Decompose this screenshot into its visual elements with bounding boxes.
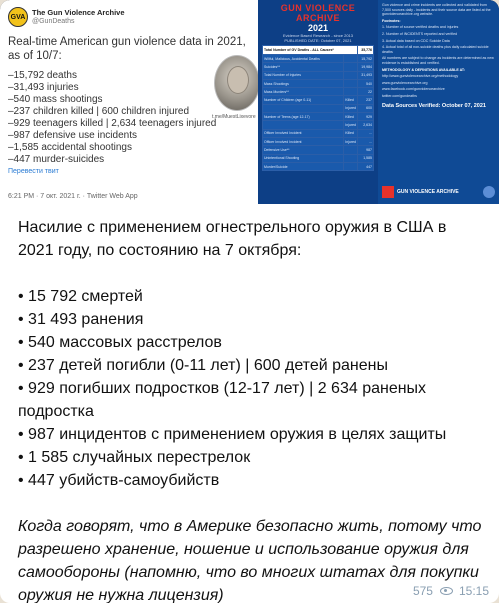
- tweet-stat: –540 mass shootings: [8, 94, 103, 105]
- gva-table-header: [263, 46, 374, 55]
- gva-row-value: ...: [358, 129, 374, 137]
- gva-stats-table: [262, 45, 374, 171]
- message-time: 15:15: [458, 584, 489, 598]
- gva-row-label: Total Number of Injuries: [263, 71, 344, 79]
- message-bullet: • 929 погибших подростков (12-17 лет) | 2 634 раненых подростка: [18, 380, 427, 420]
- gva-logo-text: GUN VIOLENCE ARCHIVE: [397, 189, 459, 195]
- gva-row-value: 987: [358, 146, 374, 154]
- gva-row-sublabel: Killed: [344, 96, 358, 104]
- notes-link: twitter.com/gundeaths: [382, 93, 417, 98]
- gva-logo-banner: [382, 184, 495, 200]
- notes-verified-date: Data Sources Verified: October 07, 2021: [382, 102, 486, 109]
- notes-footnote: 1. Number of source verified deaths and injuries: [382, 25, 459, 30]
- gva-table-header-label: Total Number of GV Deaths - ALL Causes*: [263, 46, 358, 55]
- tweet-header: [8, 7, 250, 27]
- gva-row-value: 447: [358, 162, 374, 170]
- gva-table-row: [263, 71, 374, 79]
- eye-icon: [440, 587, 453, 595]
- gva-row-label: Unintentional Shooting: [263, 154, 344, 162]
- tweet-stat: –1,585 accidental shootings: [8, 142, 132, 153]
- notes-link: http://www.gunviolencearchive.org/methodology: [382, 74, 459, 79]
- view-count: 575: [412, 584, 433, 598]
- gva-table-row: [263, 154, 374, 162]
- gva-notes-panel: [378, 0, 499, 204]
- gva-table-row: [263, 113, 374, 121]
- gva-row-value: 929: [358, 113, 374, 121]
- message-bullet-list: [18, 285, 483, 492]
- message-text: [18, 216, 483, 603]
- gva-avatar: GVA: [8, 7, 28, 27]
- message-bullet: • 15 792 смертей: [18, 288, 143, 305]
- photo-watermark: t.me/MuestLixevore: [212, 114, 256, 120]
- gva-table-row: [263, 55, 374, 63]
- tweet-stat: –15,792 deaths: [8, 70, 77, 81]
- gva-row-sublabel: [344, 154, 358, 162]
- gva-table-row: [263, 88, 374, 96]
- gva-row-label: Number of Children (age 0-11): [263, 96, 344, 104]
- message-bullet: • 1 585 случайных перестрелок: [18, 449, 251, 466]
- notes-link: www.facebook.com/gunviolencearchive: [382, 87, 445, 92]
- gva-row-value: 237: [358, 96, 374, 104]
- gva-row-label: Number of Teens (age 12-17): [263, 113, 344, 121]
- message-bullet: • 447 убийств-самоубийств: [18, 472, 220, 489]
- gva-table-row: [263, 121, 374, 129]
- message-bullet: • 237 детей погибли (0-11 лет) | 600 детей ранены: [18, 357, 388, 374]
- gva-published-date: PUBLISHED DATE: October 07, 2021: [284, 38, 352, 43]
- gva-row-value: 540: [358, 79, 374, 87]
- notes-footnotes-heading: Footnotes:: [382, 18, 401, 23]
- tweet-intro: Real-time American gun violence data in 2021, as of 10/7:: [8, 36, 246, 62]
- gva-table-row: [263, 63, 374, 71]
- gva-row-sublabel: [344, 146, 358, 154]
- translate-tweet-link: Перевести твит: [8, 168, 59, 175]
- gva-row-value: 1,585: [358, 154, 374, 162]
- gva-row-sublabel: Killed: [344, 129, 358, 137]
- gva-row-value: ...: [358, 137, 374, 145]
- notes-subject: All numbers are subject to change as incidents are determined as new evidence is established and verified.: [382, 56, 494, 65]
- gva-row-label: [263, 104, 344, 112]
- tweet-screenshot: [0, 0, 258, 204]
- gva-row-label: Defensive Use**: [263, 146, 344, 154]
- tweet-stat: –929 teenagers killed | 2,634 teenagers injured: [8, 118, 217, 129]
- gva-row-sublabel: [344, 88, 358, 96]
- gva-row-value: 31,493: [358, 71, 374, 79]
- gva-table-row: [263, 79, 374, 87]
- notes-methodology-heading: METHODOLOGY & DEFINITIONS AVAILABLE AT:: [382, 67, 465, 72]
- notes-footnote: 4. Actual total of all non-suicide deaths plus daily calculated suicide deaths: [382, 45, 489, 54]
- gva-row-sublabel: Injured: [344, 121, 358, 129]
- gva-row-sublabel: [344, 162, 358, 170]
- gva-table-row: [263, 146, 374, 154]
- gva-table-row: [263, 137, 374, 145]
- message-bullet: • 987 инцидентов с применением оружия в целях защиты: [18, 426, 447, 443]
- gva-row-value: 15,792: [358, 55, 374, 63]
- notes-footnote: 3. Actual data based on CDC Suicide Data: [382, 38, 450, 43]
- gva-table-header-value: 35,776: [358, 46, 374, 55]
- gva-row-label: Suicides**: [263, 63, 344, 71]
- gva-table-row: [263, 96, 374, 104]
- gva-row-label: Mass Shootings: [263, 79, 344, 87]
- gva-row-label: Willful, Malicious, Accidental Deaths: [263, 55, 344, 63]
- gva-logo-icon: [382, 186, 394, 198]
- gva-row-label: Murder/Suicide: [263, 162, 344, 170]
- gva-row-value: 600: [358, 104, 374, 112]
- message-image[interactable]: [0, 0, 499, 204]
- globe-icon: [483, 186, 495, 198]
- gva-row-label: Mass Murders**: [263, 88, 344, 96]
- tweet-stat: –31,493 injuries: [8, 82, 79, 93]
- tweet-stat: –987 defensive use incidents: [8, 130, 137, 141]
- tweet-author-name: The Gun Violence Archive: [32, 8, 125, 17]
- gva-row-sublabel: Injured: [344, 104, 358, 112]
- tweet-meta: 6:21 PM · 7 окт. 2021 г. · Twitter Web App: [8, 193, 138, 200]
- gva-stats-panel: [258, 0, 378, 204]
- message-bullet: • 31 493 ранения: [18, 311, 144, 328]
- message-quote: Когда говорят, что в Америке безопасно жить, потому что разрешено хранение, ношение и использование оружия для самообороны (напомню, что во многих штатах для покупки оружия не нужна лицензия): [18, 518, 482, 603]
- gva-row-sublabel: Killed: [344, 113, 358, 121]
- gva-row-label: Officer Involved Incident: [263, 137, 344, 145]
- gva-table-row: [263, 104, 374, 112]
- gva-row-sublabel: Injured: [344, 137, 358, 145]
- tweet-stat: –447 murder-suicides: [8, 154, 105, 165]
- message-bullet: • 540 массовых расстрелов: [18, 334, 222, 351]
- person-photo: [214, 55, 260, 111]
- gva-row-sublabel: [344, 79, 358, 87]
- message-meta: [413, 584, 489, 598]
- gva-year: 2021: [307, 23, 329, 33]
- tweet-author-handle: @GunDeaths: [32, 18, 75, 25]
- gva-subtitle: Evidence Based Research - since 2013: [282, 33, 354, 38]
- notes-link: www.gunviolencearchive.org: [382, 80, 428, 85]
- tweet-author: [32, 8, 125, 26]
- person-face: [227, 66, 249, 94]
- message-intro: Насилие с применением огнестрельного оружия в США в 2021 году, по состоянию на 7 октября:: [18, 219, 447, 259]
- gva-table-row: [263, 129, 374, 137]
- tweet-stat: –237 children killed | 600 children injured: [8, 106, 190, 117]
- gva-row-sublabel: [344, 71, 358, 79]
- gva-row-sublabel: [344, 63, 358, 71]
- gva-row-label: Officer Involved Incident: [263, 129, 344, 137]
- gva-row-value: 22: [358, 88, 374, 96]
- gva-row-value: 19,984: [358, 63, 374, 71]
- notes-intro: Gun violence and crime incidents are collected and validated from 7,500 sources daily - incidents and their source data are listed at the gunviolencearchive.org website.: [382, 3, 491, 17]
- gva-table-row: [263, 162, 374, 170]
- gva-row-sublabel: [344, 55, 358, 63]
- notes-footnote: 2. Number of INCIDENTS reported and verified: [382, 31, 458, 36]
- gva-row-value: 2,634: [358, 121, 374, 129]
- gva-row-label: [263, 121, 344, 129]
- gva-title: GUN VIOLENCE ARCHIVE: [280, 3, 356, 23]
